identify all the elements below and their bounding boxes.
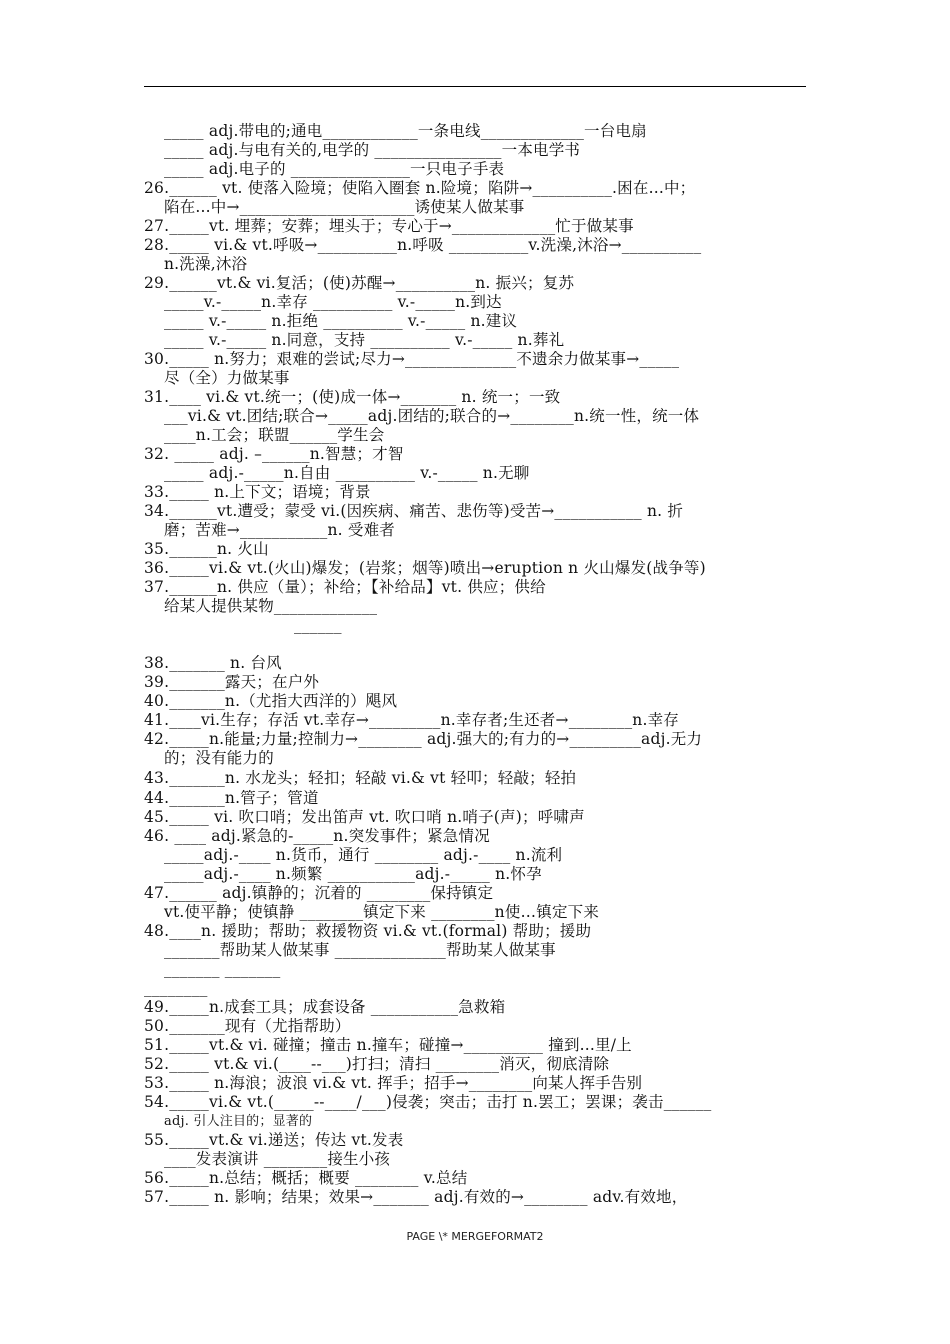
vocab-line: n.洗澡,沐浴 xyxy=(164,255,248,273)
vocab-line: _____v.-_____n.幸存 __________ v.-_____n.到达 xyxy=(164,293,502,311)
vocab-line: 33._____ n.上下文；语境；背景 xyxy=(144,483,371,501)
vocab-line: 37.______n. 供应（量）；补给；【补给品】vt. 供应；供给 xyxy=(144,578,546,596)
vocab-line: _____ adj.与电有关的,电学的 ________________一本电学书 xyxy=(164,141,581,159)
vocab-line: 30._____ n.努力；艰难的尝试;尽力→______________不遗余力做某事→_____ xyxy=(144,350,680,368)
vocab-line: ______ xyxy=(294,616,342,634)
vocab-line: _______帮助某人做某事 ______________帮助某人做某事 xyxy=(164,941,556,959)
vocab-line: 56._____n.总结；概括；概要 ________ v.总结 xyxy=(144,1169,468,1187)
vocab-line: _____ adj.-_____n.自由 __________ v.-_____ n.无聊 xyxy=(164,464,530,482)
vocab-line: 55._____vt.& vi.递送；传达 vt.发表 xyxy=(144,1131,404,1149)
vocab-line: 42._____n.能量;力量;控制力→________ adj.强大的;有力的→_________adj.无力 xyxy=(144,730,703,748)
vocab-line: 41.____vi.生存；存活 vt.幸存→_________n.幸存者;生还者→________n.幸存 xyxy=(144,711,679,729)
vocab-line: 磨；苦难→___________n. 受难者 xyxy=(164,521,395,539)
vocab-line: 53._____ n.海浪；波浪 vi.& vt. 挥手；招手→________向某人挥手告别 xyxy=(144,1074,643,1092)
vocab-line: 44._______n.管子；管道 xyxy=(144,789,319,807)
vocab-line: 40._______n.（尤指大西洋的）飓风 xyxy=(144,692,398,710)
vocab-line: 45._____ vi. 吹口哨；发出笛声 vt. 吹口哨 n.哨子(声)；呼啸声 xyxy=(144,808,585,826)
vocab-line: _____ v.-_____ n.同意，支持 __________ v.-_____ n.葬礼 xyxy=(164,331,565,349)
vocab-line: 29.______vt.& vi.复活；(使)苏醒→__________n. 振兴；复苏 xyxy=(144,274,575,292)
vocab-line: 48.____n. 援助；帮助；救援物资 vi.& vt.(formal) 帮助；援助 xyxy=(144,922,592,940)
page-footer: PAGE \* MERGEFORMAT2 xyxy=(406,1230,544,1243)
vocab-line: 52._____ vt.& vi.(____--___)打扫；清扫 ________消灭，彻底清除 xyxy=(144,1055,610,1073)
vocab-line: 的；没有能力的 xyxy=(164,749,274,767)
vocab-line: ________ xyxy=(144,979,208,997)
vocab-line: 28._____ vi.& vt.呼吸→__________n.呼吸 __________v.洗澡,沐浴→__________ xyxy=(144,236,702,254)
vocab-line: _____adj.-____ n.货币，通行 ________ adj.-____ n.流利 xyxy=(164,846,563,864)
vocab-line: 50._______现有（尤指帮助） xyxy=(144,1017,351,1035)
vocab-line: 给某人提供某物_____________ xyxy=(164,597,378,615)
vocab-line: 陷在...中→______________________诱使某人做某事 xyxy=(164,198,525,216)
vocab-line: _____ adj.带电的;通电____________一条电线_____________一台电扇 xyxy=(164,122,647,140)
vocab-line: 26.______ vt. 使落入险境；使陷入圈套 n.险境；陷阱→__________.困在...中； xyxy=(144,179,696,197)
vocab-line: 46. ____ adj.紧急的-_____n.突发事件；紧急情况 xyxy=(144,827,490,845)
vocab-line: vt.使平静；使镇静 ________镇定下来 ________n使…镇定下来 xyxy=(164,903,600,921)
vocab-line: 36._____vi.& vt.(火山)爆发；(岩浆；烟等)喷出→eruption n 火山爆发(战争等) xyxy=(144,559,706,577)
vocab-line: ____发表演讲 ________接生小孩 xyxy=(164,1150,391,1168)
header-rule xyxy=(144,86,806,87)
vocab-line: _______ _______ xyxy=(164,960,281,978)
vocab-line: ___vi.& vt.团结;联合→_____adj.团结的;联合的→________n.统一性，统一体 xyxy=(164,407,700,425)
vocab-line xyxy=(144,635,804,654)
vocab-line: adj. 引人注目的；显著的 xyxy=(164,1114,313,1129)
vocab-line: _____ adj.电子的 _______________一只电子手表 xyxy=(164,160,505,178)
vocab-line: 57._____ n. 影响；结果；效果→_______ adj.有效的→________ adv.有效地， xyxy=(144,1188,688,1206)
vocab-line: 47.______ adj.镇静的；沉着的 ________保持镇定 xyxy=(144,884,494,902)
vocab-line: 35.______n. 火山 xyxy=(144,540,269,558)
vocab-line: 39._______露天；在户外 xyxy=(144,673,320,691)
vocab-line: _____adj.-____ n.频繁 ___________adj.-_____ n.怀孕 xyxy=(164,865,542,883)
vocab-line: 32. _____ adj. –______n.智慧；才智 xyxy=(144,445,404,463)
vocabulary-list xyxy=(144,122,804,1207)
vocab-line: 27._____vt. 埋葬；安葬；埋头于；专心于→_____________忙于做某事 xyxy=(144,217,634,235)
vocab-line: 49._____n.成套工具；成套设备 ___________急救箱 xyxy=(144,998,506,1016)
vocab-line: _____ v.-_____ n.拒绝 __________ v.-_____ n.建议 xyxy=(164,312,518,330)
vocab-line: 51._____vt.& vi. 碰撞；撞击 n.撞车；碰撞→__________ 撞到...里/上 xyxy=(144,1036,632,1054)
vocab-line: 尽（全）力做某事 xyxy=(164,369,290,387)
vocab-line: 34.______vt.遭受；蒙受 vi.(因疾病、痛苦、悲伤等)受苦→___________ n. 折 xyxy=(144,502,684,520)
vocab-line: 43._______n. 水龙头；轻扣；轻敲 vi.& vt 轻叩；轻敲；轻拍 xyxy=(144,769,577,787)
vocab-line: ____n.工会；联盟______学生会 xyxy=(164,426,385,444)
vocab-line: 54._____vi.& vt.(_____--____/___)侵袭；突击；击打 n.罢工；罢课；袭击______ xyxy=(144,1093,712,1111)
vocab-line: 31.____ vi.& vt.统一；(使)成一体→_______ n. 统一；一致 xyxy=(144,388,561,406)
vocab-line: 38._______ n. 台风 xyxy=(144,654,282,672)
